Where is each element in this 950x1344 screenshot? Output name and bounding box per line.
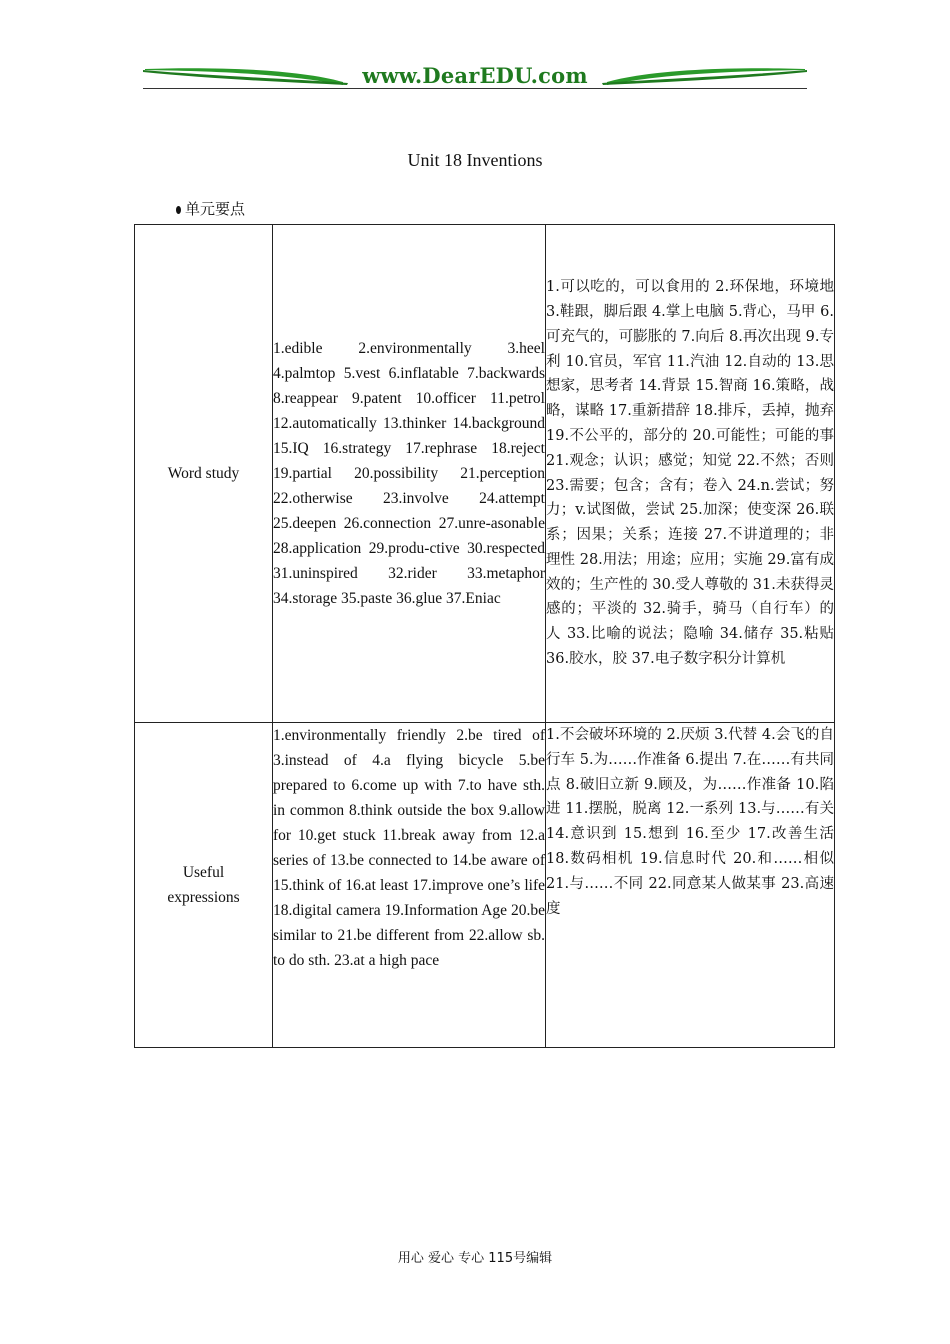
row-header-line: Useful	[182, 864, 225, 881]
table-row	[135, 723, 835, 1048]
row-header-word-study: Word study	[135, 225, 273, 723]
row-header-line: expressions	[167, 889, 240, 906]
site-logo-text: www.DearEDU.com	[362, 63, 588, 88]
unit-points-table	[134, 224, 835, 1048]
page-footer: 用心 爱心 专心 115号编辑	[397, 1251, 553, 1266]
header-rule	[143, 88, 807, 89]
section-label	[176, 198, 245, 219]
bullet-icon	[176, 206, 181, 214]
row-header-useful-expressions	[135, 723, 273, 1048]
useful-expressions-english-cell: 1.environmentally friendly 2.be tired of 3.instead of 4.a flying bicycle 5.be prepared to 6.come up with 7.to have sth. in common 8.think outside the box 9.allow for 10.get stuck 11.break away from 12.a series of 13.be connected to 14.be aware of 15.think of 16.at least 17.improve one’s life 18.digital camera 19.Information Age 20.be similar to 21.be different from 22.allow sb. to do sth. 23.at a high pace	[273, 723, 546, 1048]
word-study-chinese-cell: 1.可以吃的，可以食用的 2.环保地，环境地 3.鞋跟，脚后跟 4.掌上电脑 5.背心，马甲 6.可充气的，可膨胀的 7.向后 8.再次出现 9.专利 10.官员，军官 11.汽油 12.自动的 13.思想家，思考者 14.背景 15.智商 16.策略，战略，谋略 17.重新措辞 18.排斥，丢掉，抛弃 19.不公平的，部分的 20.可能性；可能的事 21.观念；认识；感觉；知觉 22.不然；否则 23.需要；包含；含有；卷入 24.n.尝试；努力；v.试图做，尝试 25.加深；使变深 26.联系；因果；关系；连接 27.不讲道理的；非理性 28.用法；用途；应用；实施 29.富有成效的；生产性的 30.受人尊敬的 31.未获得灵感的；平淡的 32.骑手，骑马（自行车）的人 33.比喻的说法；隐喻 34.储存 35.粘贴 36.胶水，胶 37.电子数字积分计算机	[546, 225, 835, 723]
word-study-english-cell: 1.edible 2.environmentally 3.heel 4.palmtop 5.vest 6.inflatable 7.backwards 8.reappear 9.patent 10.officer 11.petrol 12.automatically 13.thinker 14.background 15.IQ 16.strategy 17.rephrase 18.reject 19.partial 20.possibility 21.perception 22.otherwise 23.involve 24.attempt 25.deepen 26.connection 27.unre-asonable 28.application 29.produ-ctive 30.respected 31.uninspired 32.rider 33.metaphor 34.storage 35.paste 36.glue 37.Eniac	[273, 225, 546, 723]
useful-expressions-chinese-cell: 1.不会破坏环境的 2.厌烦 3.代替 4.会飞的自行车 5.为……作准备 6.提出 7.在……有共同点 8.破旧立新 9.顾及，为……作准备 10.陷进 11.摆脱，脱离 12.一系列 13.与……有关 14.意识到 15.想到 16.至少 17.改善生活 18.数码相机 19.信息时代 20.和……相似 21.与……不同 22.同意某人做某事 23.高速度	[546, 723, 835, 1048]
table-row	[135, 225, 835, 723]
section-label-text: 单元要点	[185, 200, 246, 218]
page-title: Unit 18 Inventions	[407, 150, 543, 170]
